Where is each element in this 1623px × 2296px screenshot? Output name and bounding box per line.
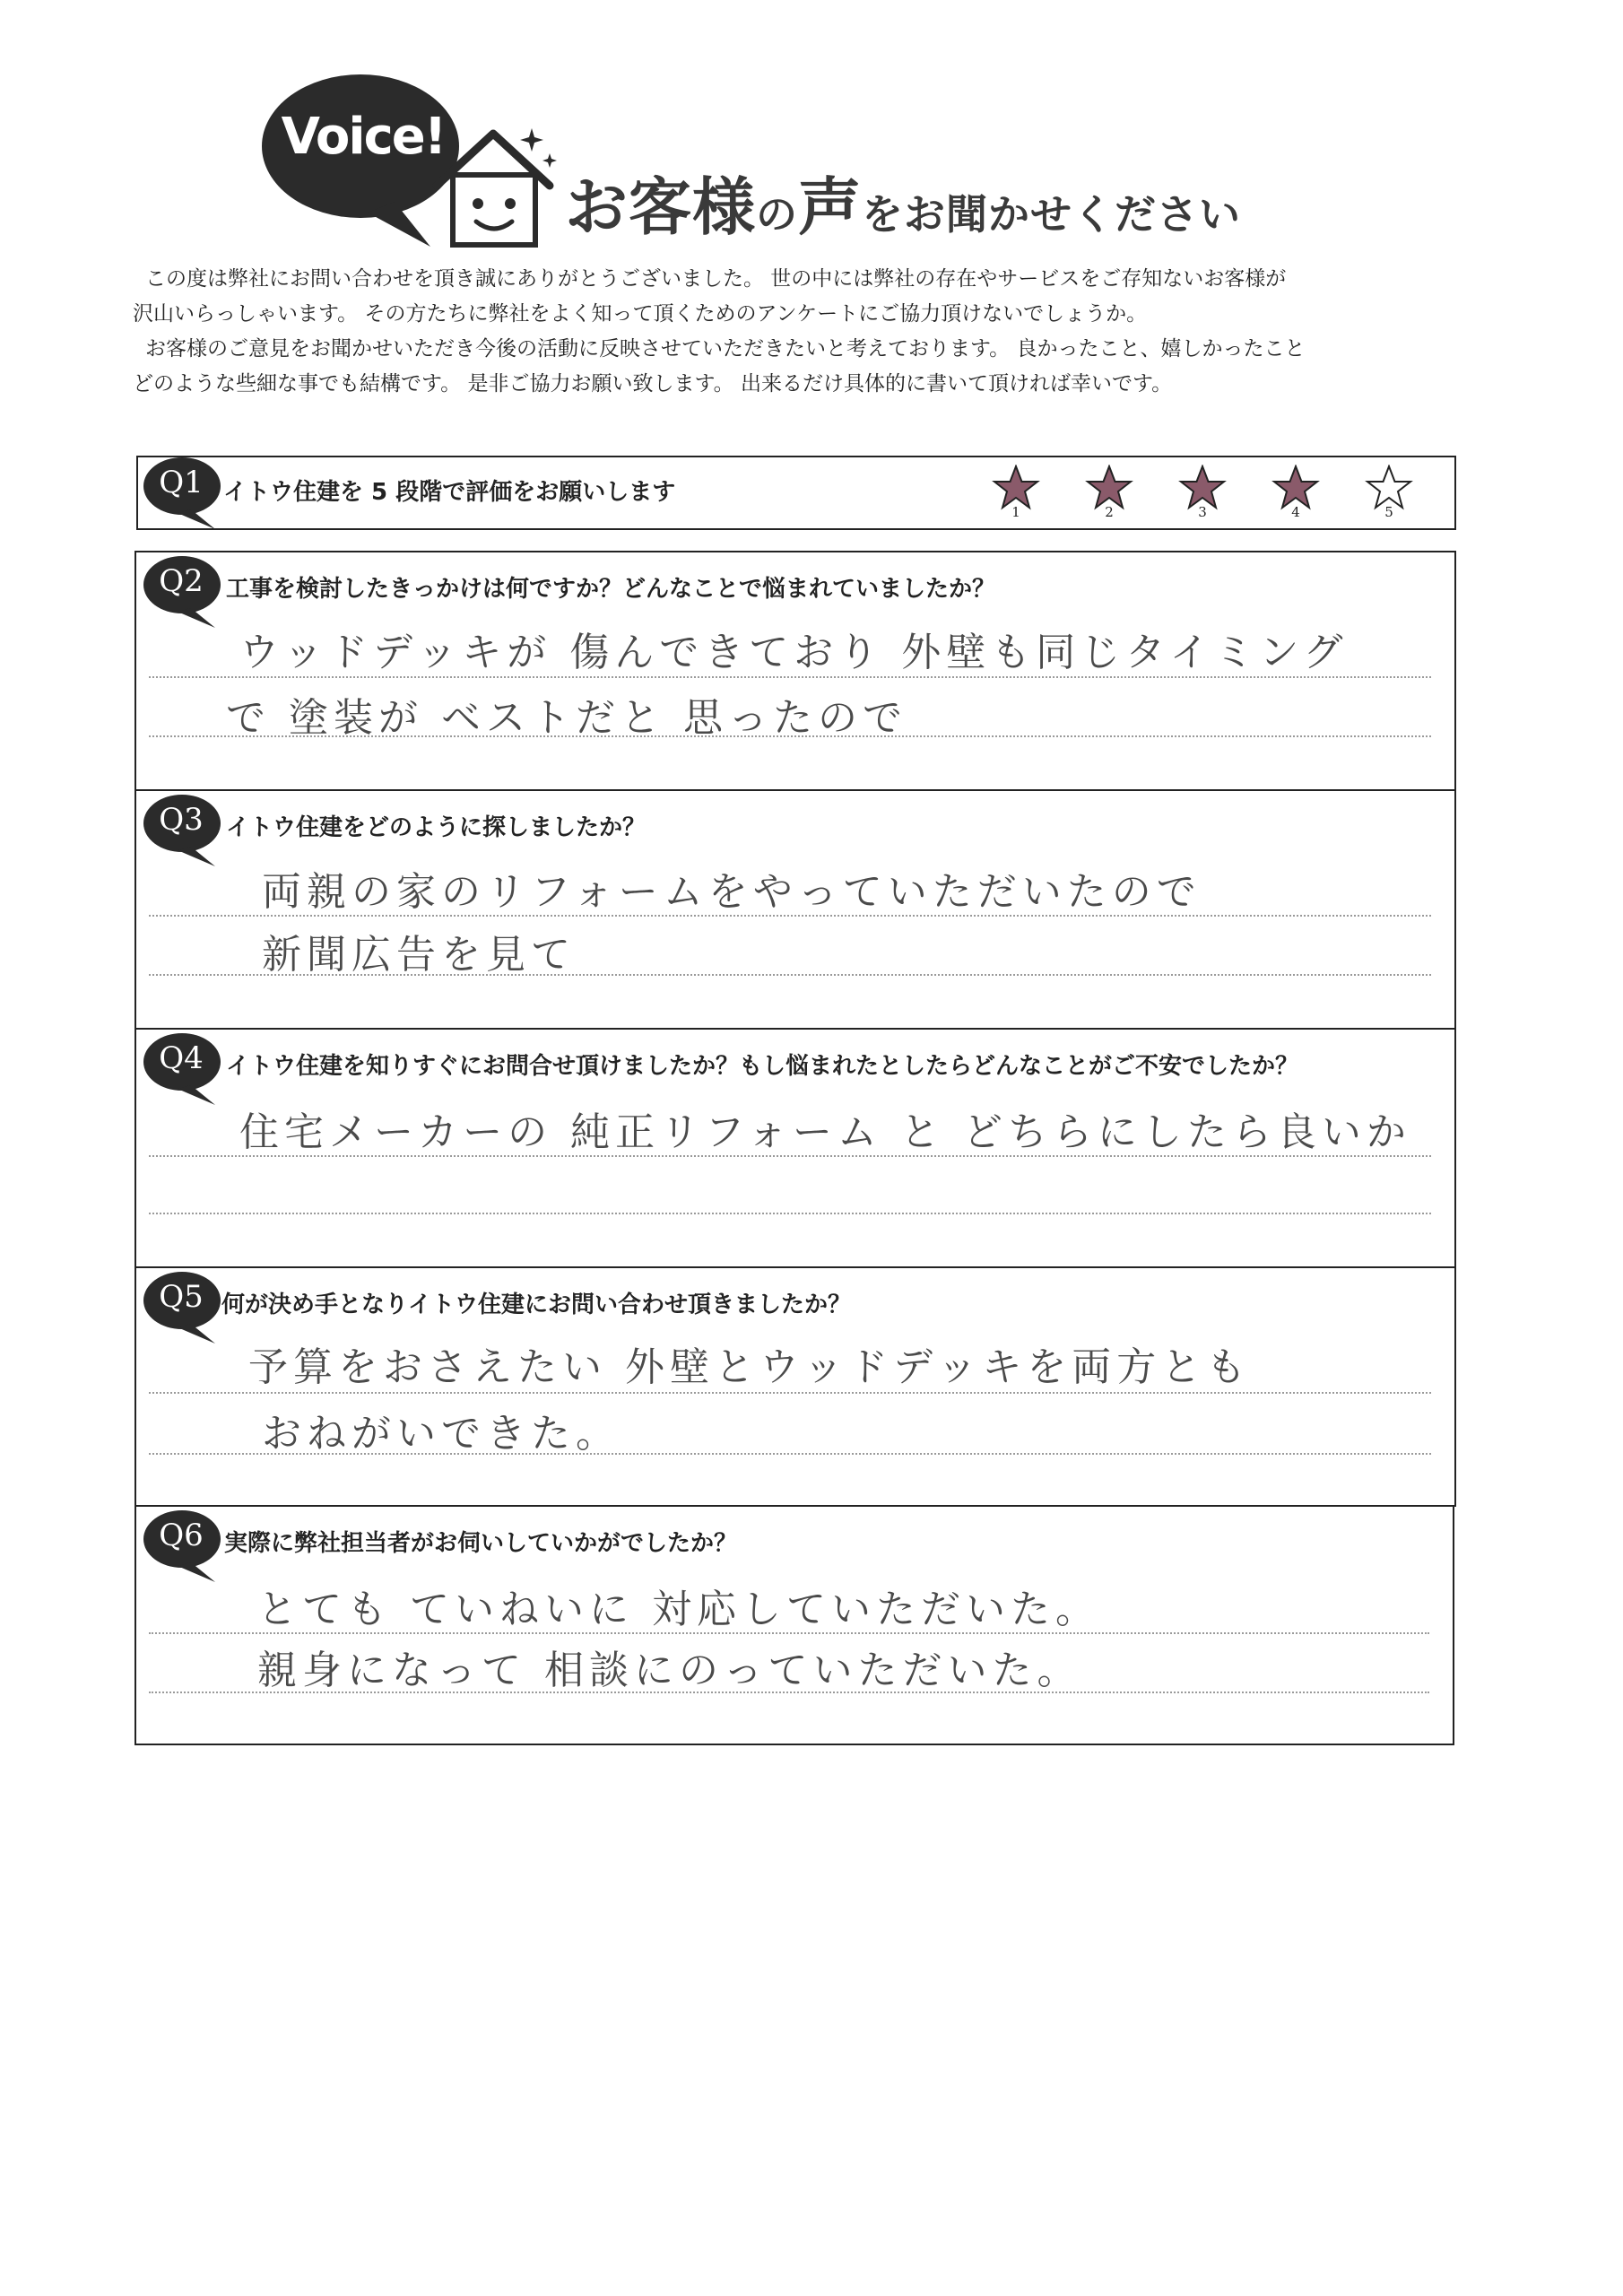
q3-question: イトウ住建をどのように探しましたか？ bbox=[226, 814, 647, 841]
q2-question: 工事を検討したきっかけは何ですか？どんなことで悩まれていましたか？ bbox=[226, 576, 996, 603]
answer-dotted-line bbox=[149, 1692, 1429, 1693]
star-5[interactable]: 5 bbox=[1358, 465, 1420, 524]
voice-label: Voice! bbox=[281, 108, 446, 166]
q2-badge: Q2 bbox=[142, 554, 231, 630]
star-1[interactable]: 1 bbox=[985, 465, 1047, 524]
intro-line: どのような些細な事でも結構です。 是非ご協力お願い致します。 出来るだけ具体的に書いて頂ければ幸いです。 bbox=[133, 372, 1173, 396]
smiling-house-icon bbox=[426, 121, 560, 256]
intro-line: お客様のご意見をお聞かせいただき今後の活動に反映させていただきたいと考えております。 良かったこと、嬉しかったこと bbox=[145, 337, 1306, 361]
q1-badge: Q1 bbox=[142, 456, 231, 531]
q3-answer-line-1[interactable]: 両親の家のリフォームをやっていただいたので bbox=[262, 869, 1202, 915]
q4-question: イトウ住建を知りすぐにお問合せ頂けましたか？もし悩まれたとしたらどんなことがご不安でしたか？ bbox=[226, 1053, 1299, 1080]
q4-answer-line-1[interactable]: 住宅メーカーの 純正リフォーム と どちらにしたら良いか bbox=[239, 1109, 1411, 1155]
q6-box bbox=[135, 1505, 1454, 1745]
q3-box bbox=[135, 789, 1456, 1030]
answer-dotted-line bbox=[149, 1155, 1431, 1157]
q3-badge: Q3 bbox=[142, 793, 231, 868]
star-3[interactable]: 3 bbox=[1171, 465, 1234, 524]
q5-question: 何が決め手となりイトウ住建にお問い合わせ頂きましたか？ bbox=[221, 1292, 852, 1318]
q5-badge: Q5 bbox=[142, 1270, 231, 1345]
answer-dotted-line bbox=[149, 1392, 1431, 1394]
page-title: お客様の声をお聞かせください bbox=[565, 170, 1241, 244]
q1-question: イトウ住建を 5 段階で評価をお願いします bbox=[223, 479, 676, 506]
q5-answer-line-1[interactable]: 予算をおさえたい 外壁とウッドデッキを両方とも bbox=[248, 1344, 1252, 1390]
answer-dotted-line bbox=[149, 915, 1431, 917]
q3-answer-line-2[interactable]: 新聞広告を見て bbox=[262, 932, 576, 978]
q6-answer-line-1[interactable]: とても ていねいに 対応していただいた。 bbox=[257, 1587, 1100, 1632]
answer-dotted-line bbox=[149, 735, 1431, 737]
header bbox=[260, 67, 1336, 247]
star-2[interactable]: 2 bbox=[1078, 465, 1141, 524]
intro-text bbox=[133, 262, 1469, 402]
answer-dotted-line bbox=[149, 1213, 1431, 1214]
q6-question: 実際に弊社担当者がお伺いしていかがでしたか？ bbox=[224, 1530, 738, 1557]
answer-dotted-line bbox=[149, 1453, 1431, 1455]
q2-answer-line-2[interactable]: で 塗装が ベストだと 思ったので bbox=[226, 695, 907, 741]
answer-dotted-line bbox=[149, 1632, 1429, 1634]
q2-box bbox=[135, 551, 1456, 791]
star-rating bbox=[985, 465, 1415, 524]
q6-answer-line-2[interactable]: 親身になって 相談にのっていただいた。 bbox=[257, 1648, 1082, 1693]
star-4[interactable]: 4 bbox=[1264, 465, 1327, 524]
q2-answer-line-1[interactable]: ウッドデッキが 傷んできており 外壁も同じタイミング bbox=[239, 630, 1349, 675]
answer-dotted-line bbox=[149, 974, 1431, 976]
q5-answer-line-2[interactable]: おねがいできた。 bbox=[262, 1411, 621, 1457]
q4-badge: Q4 bbox=[142, 1031, 231, 1107]
q4-box bbox=[135, 1028, 1456, 1268]
q6-badge: Q6 bbox=[142, 1509, 231, 1584]
answer-dotted-line bbox=[149, 676, 1431, 678]
q5-box bbox=[135, 1266, 1456, 1507]
intro-line: この度は弊社にお問い合わせを頂き誠にありがとうございました。 世の中には弊社の存在やサービスをご存知ないお客様が bbox=[145, 267, 1287, 291]
q1-rating-box bbox=[136, 456, 1456, 530]
intro-line: 沢山いらっしゃいます。 その方たちに弊社をよく知って頂くためのアンケートにご協力頂けないでしょうか。 bbox=[133, 302, 1148, 326]
